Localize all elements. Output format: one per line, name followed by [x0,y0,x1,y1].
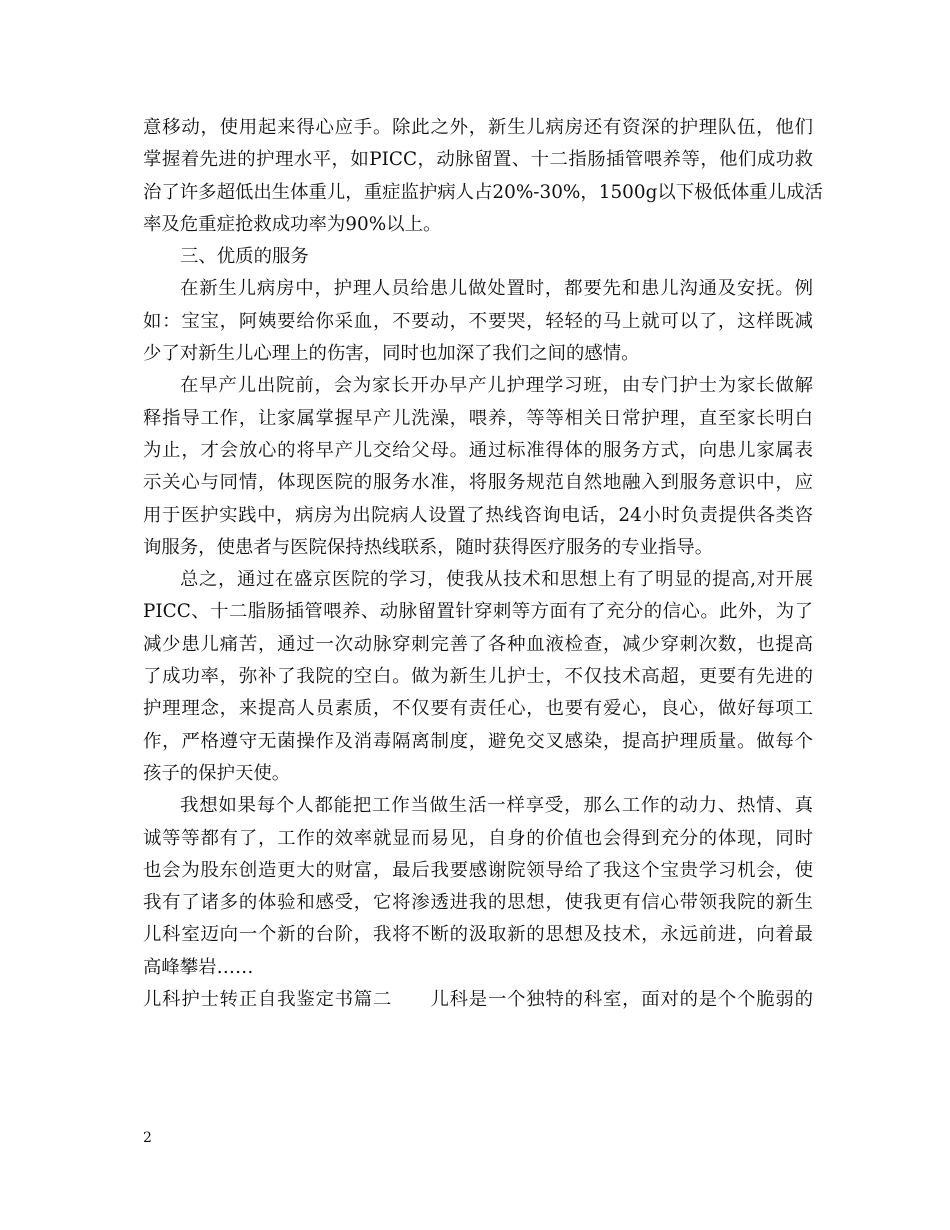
text-line: 了成功率，弥补了我院的空白。做为新生儿护士，不仅技术高超，更要有先进的 [143,666,813,688]
text-line: 我想如果每个人都能把工作当做生活一样享受，那么工作的动力、热情、真 [180,795,813,817]
text-line: 护理理念，来提高人员素质，不仅要有责任心，也要有爱心，良心，做好每项工 [143,698,813,720]
text-line: 为止，才会放心的将早产儿交给父母。通过标准得体的服务方式，向患儿家属表 [143,439,813,461]
text-line: 儿科室迈向一个新的台阶，我将不断的汲取新的思想及技术，永远前进，向着最 [143,924,813,946]
body-text [143,112,823,1016]
text-line: 意移动，使用起来得心应手。除此之外，新生儿病房还有资深的护理队伍，他们 [143,117,813,138]
text-line: 示关心与同情，体现医院的服务水准，将服务规范自然地融入到服务意识中，应 [143,472,813,494]
text-line: 掌握着先进的护理水平，如PICC，动脉留置、十二指肠插管喂养等，他们成功救 [143,149,813,171]
text-line: 率及危重症抢救成功率为90%以上。 [143,213,442,235]
text-line: 在新生儿病房中，护理人员给患儿做处置时，都要先和患儿沟通及安抚。例 [180,278,813,300]
text-line: 释指导工作，让家属掌握早产儿洗澡，喂养，等等相关日常护理，直至家长明白 [143,407,813,429]
text-line: 如：宝宝，阿姨要给你采血，不要动，不要哭，轻轻的马上就可以了，这样既减 [143,310,813,332]
section-heading: 三、优质的服务 [180,246,309,268]
page-number: 2 [143,1130,152,1146]
text-line: 孩子的保护天使。 [143,762,291,784]
text-line: 在早产儿出院前，会为家长开办早产儿护理学习班，由专门护士为家长做解 [180,375,813,397]
text-line: 也会为股东创造更大的财富，最后我要感谢院领导给了我这个宝贵学习机会，使 [143,859,813,881]
text-line: 诚等等都有了，工作的效率就显而易见，自身的价值也会得到充分的体现，同时 [143,827,813,849]
text-line: 总之，通过在盛京医院的学习，使我从技术和思想上有了明显的提高,对开展 [180,569,813,591]
text-line: 高峰攀岩…… [143,956,254,978]
text-line: 询服务，使患者与医院保持热线联系，随时获得医疗服务的专业指导。 [143,536,714,558]
text-line: 减少患儿痛苦，通过一次动脉穿刺完善了各种血液检查，减少穿刺次数，也提高 [143,633,813,655]
text-line: 少了对新生儿心理上的伤害，同时也加深了我们之间的感情。 [143,343,640,365]
text-line: 我有了诸多的体验和感受，它将渗透进我的思想，使我更有信心带领我院的新生 [143,892,813,914]
text-line: 作，严格遵守无菌操作及消毒隔离制度，避免交叉感染，提高护理质量。做每个 [143,730,813,752]
text-line: 治了许多超低出生体重儿，重症监护病人占20%-30%，1500g以下极低体重儿成活 [143,181,823,203]
text-line: 用于医护实践中，病房为出院病人设置了热线咨询电话，24小时负责提供各类咨 [143,504,813,526]
text-line: 儿科护士转正自我鉴定书篇二 儿科是一个独特的科室，面对的是个个脆弱的 [143,989,813,1011]
text-line: PICC、十二脂肠插管喂养、动脉留置针穿刺等方面有了充分的信心。此外，为了 [143,601,813,623]
